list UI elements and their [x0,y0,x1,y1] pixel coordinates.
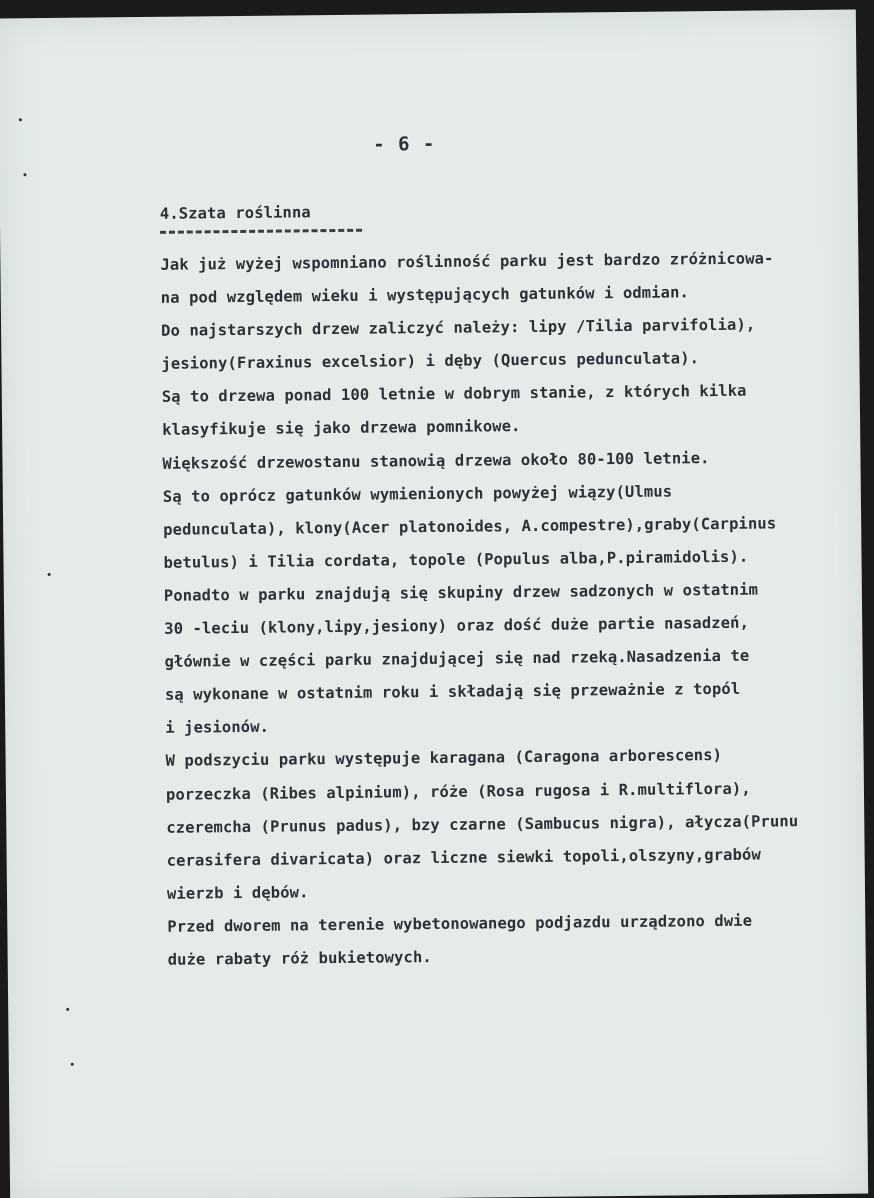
paper-speck [19,118,22,121]
body-line: Są to drzewa ponad 100 letnie w dobrym stanie, z których kilka [161,382,747,407]
body-text [160,242,858,977]
body-line: porzeczka (Ribes alpinium), róże (Rosa rugosa i R.multiflora), [165,779,751,804]
page-number: - 6 - [373,132,436,156]
body-line: Ponadto w parku znajdują się skupiny drzew sadzonych w ostatnim [163,580,759,605]
paper-sheet [0,10,868,1198]
paper-speck [48,573,51,576]
body-line: pedunculata), klony(Acer platonoides, A.compestre),graby(Carpinus [163,514,777,539]
body-line: są wykonane w ostatnim roku i składają się przeważnie z topól [164,680,741,705]
paper-speck [23,173,26,176]
body-line: Większość drzewostanu stanowią drzewa około 80-100 letnie. [162,448,710,473]
paper-speck [71,1063,74,1066]
body-line: jesiony(Fraxinus excelsior) i dęby (Quercus pedunculata). [161,349,700,374]
body-line: głównie w części parku znajdującej się nad rzeką.Nasadzenia te [164,646,750,671]
heading-underline [160,229,362,234]
section-heading: 4.Szata roślinna [159,203,311,223]
body-line: Jak już wyżej wspomniano roślinność parku jest bardzo zróżnicowa- [160,249,774,274]
body-line: wierzb i dębów. [166,883,309,903]
body-line: klasyfikuje się jako drzewa pomnikowe. [162,417,521,440]
body-line: duże rabaty róż bukietowych. [167,948,432,969]
body-line: Przed dworem na terenie wybetonowanego podjazdu urządzono dwie [167,911,753,936]
body-line: 30 -leciu (klony,lipy,jesiony) oraz dość duże partie nasadzeń, [164,613,750,638]
body-line: Do najstarszych drzew zaliczyć należy: lipy /Tilia parvifolia), [161,315,756,341]
body-line: cerasifera divaricata) oraz liczne siewki topoli,olszyny,grabów [166,845,761,870]
body-line: Są to oprócz gatunków wymienionych powyżej wiązy(Ulmus [162,482,673,506]
body-line: na pod względem wieku i występujących gatunków i odmian. [160,283,690,307]
body-line: i jesionów. [165,718,270,738]
paper-speck [66,1008,69,1011]
body-line: czeremcha (Prunus padus), bzy czarne (Sambucus nigra), ałycza(Prunu [166,811,799,837]
body-line: W podszyciu parku występuje karagana (Caragona arborescens) [165,746,723,771]
body-line: betulus) i Tilia cordata, topole (Populus alba,P.piramidolis). [163,547,749,572]
